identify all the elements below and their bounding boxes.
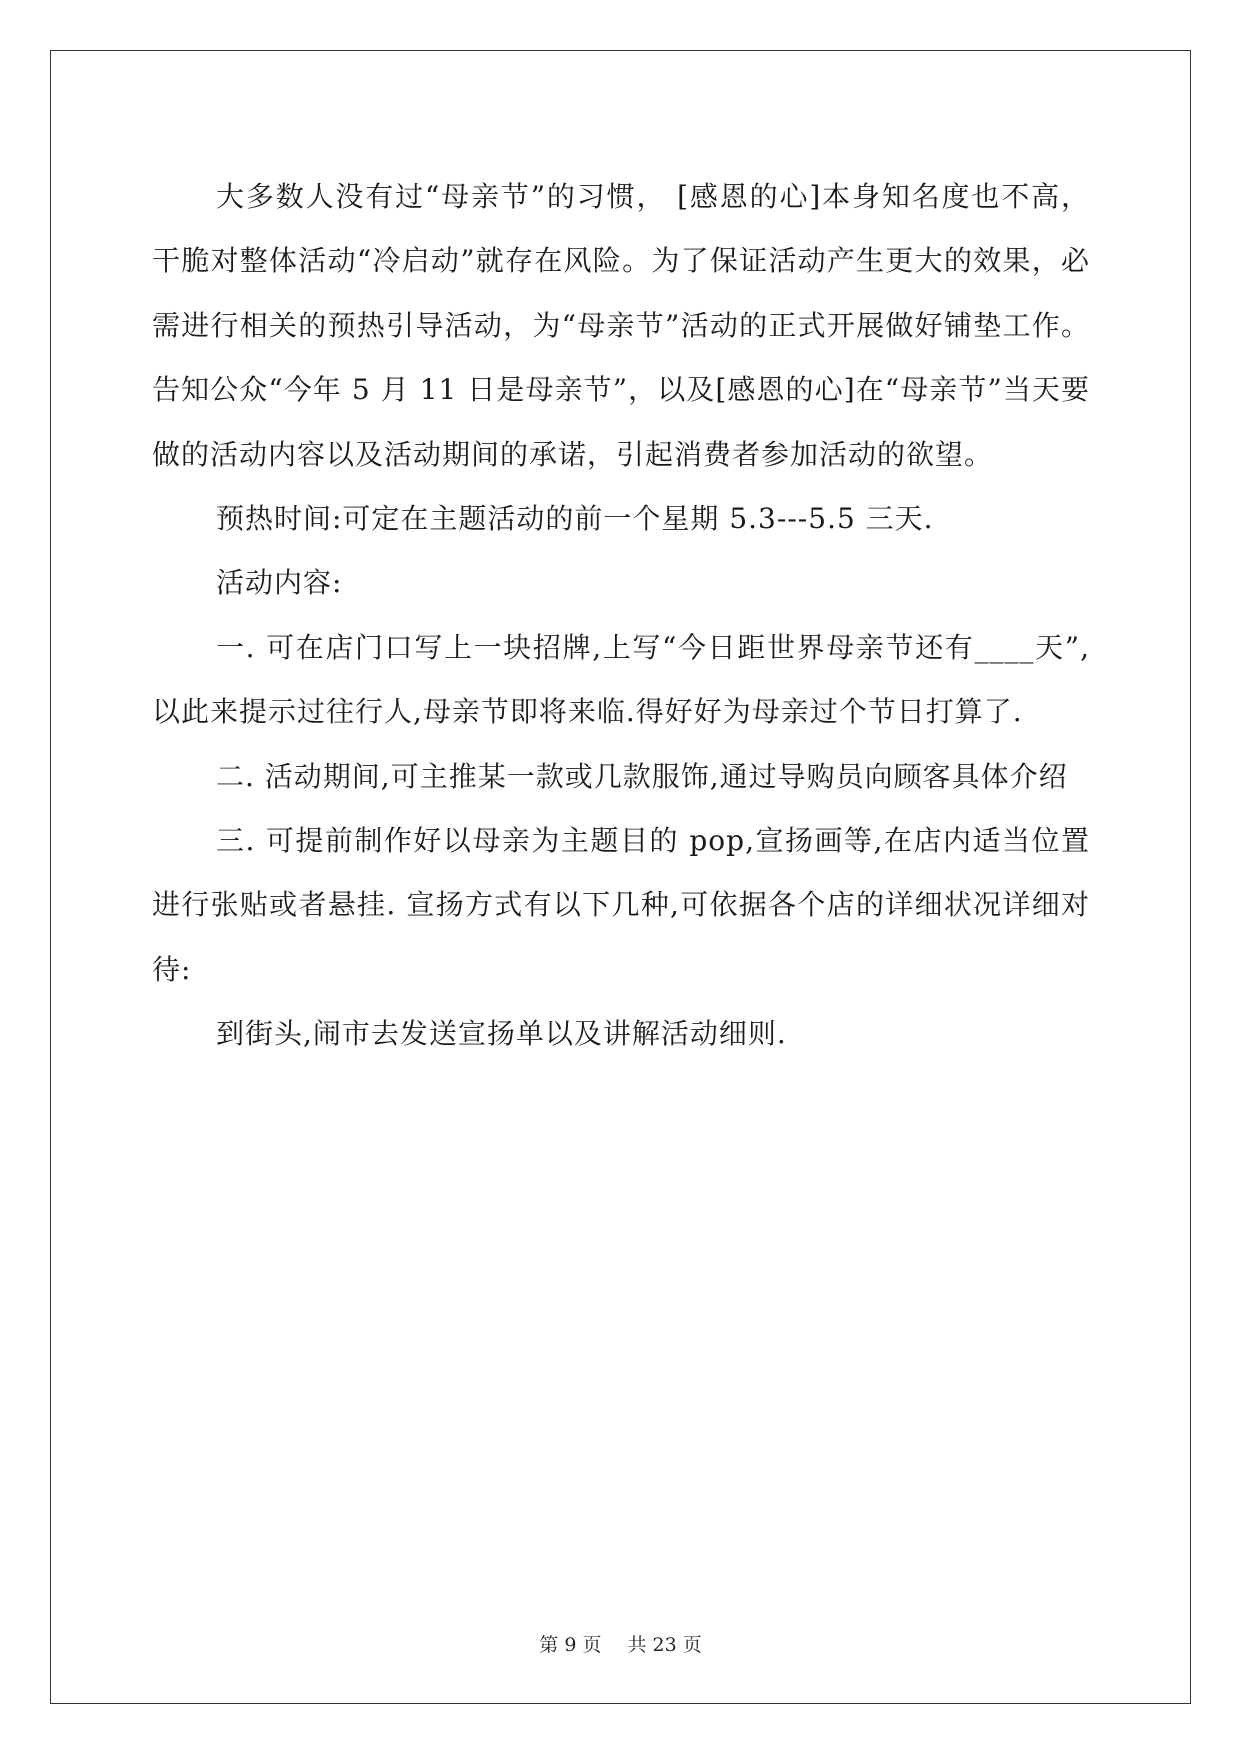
document-body <box>152 165 1090 1067</box>
paragraph-activity-heading: 活动内容: <box>216 566 343 600</box>
page-footer <box>0 1630 1241 1657</box>
paragraph-item-one: 一. 可在店门口写上一块招牌,上写“今日距世界母亲节还有____天”,以此来提示过往行人,母亲节即将来临.得好好为母亲过个节日打算了. <box>152 630 1090 729</box>
paragraph-street-promo: 到街头,闹市去发送宣扬单以及讲解活动细则. <box>216 1017 787 1051</box>
paragraph-preheat-time: 预热时间:可定在主题活动的前一个星期 5.3---5.5 三天. <box>216 502 934 536</box>
paragraph-item-three: 三. 可提前制作好以母亲为主题目的 pop,宣扬画等,在店内适当位置进行张贴或者悬挂. 宣扬方式有以下几种,可依据各个店的详细状况详细对待: <box>152 824 1090 986</box>
paragraph-item-two: 二. 活动期间,可主推某一款或几款服饰,通过导购员向顾客具体介绍 <box>216 759 1068 793</box>
paragraph-intro: 大多数人没有过“母亲节”的习惯， [感恩的心]本身知名度也不高，干脆对整体活动“冷启动”就存在风险。为了保证活动产生更大的效果，必需进行相关的预热引导活动，为“母亲节”活动的正式开展做好铺垫工作。告知公众“今年 5 月 11 日是母亲节”，以及[感恩的心]在“母亲节”当天要做的活动内容以及活动期间的承诺，引起消费者参加活动的欲望。 <box>152 180 1090 471</box>
page-number: 第 9 页 <box>539 1634 602 1656</box>
page-total: 共 23 页 <box>627 1634 702 1656</box>
